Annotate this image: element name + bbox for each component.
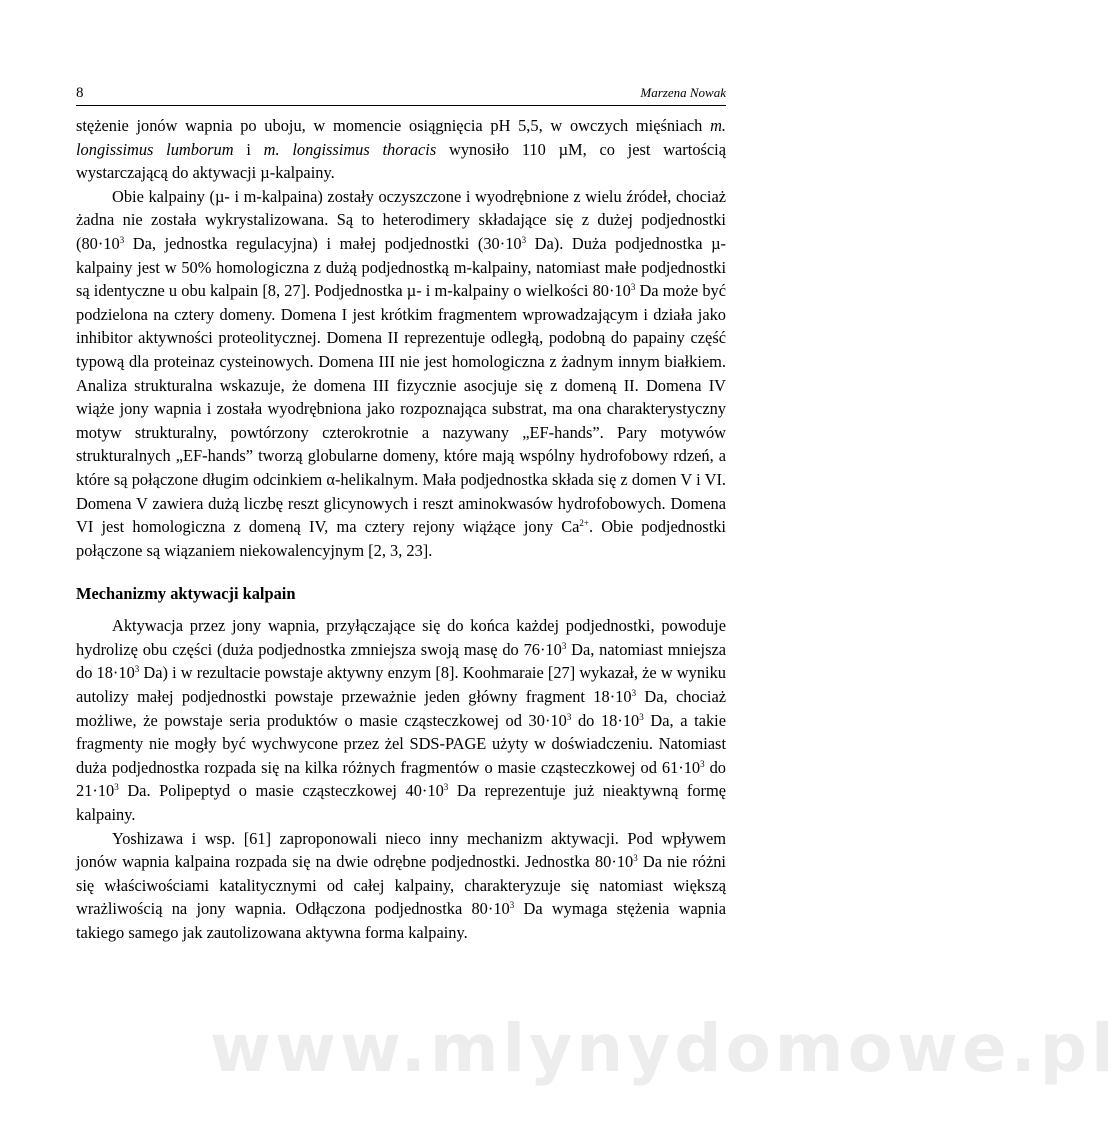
italic-term: m. longissimus thoracis (263, 139, 437, 159)
section-heading: Mechanizmy aktywacji kalpain (76, 584, 296, 604)
paragraph-4: Yoshizawa i wsp. [61] zaproponowali nieco inny mechanizm aktywacji. Pod wpływem jonów wapnia kalpaina rozpada się na dwie odrębne podjednostki. Jednostka $80\cdot 10^3$ Da nie różni się właściwościami katalitycznymi od całej kalpainy, charakteryzuje się natomiast większą wrażliwością na jony wapnia. Odłączona podjednostka $80\cdot 10^3$ Da wymaga stężenia wapnia takiego samego jak zautolizowana aktywna forma kalpainy. (76, 828, 726, 942)
paragraph-3: Aktywacja przez jony wapnia, przyłączające się do końca każdej podjednostki, powoduje hydrolizę obu części (duża podjednostka zmniejsza swoją masę do $76\cdot 10^3$ Da, natomiast mniejsza do $18\cdot 10^3$ Da) i w rezultacie powstaje aktywny enzym [8]. Koohmaraie [27] wykazał, że w wyniku autolizy małej podjednostki powstaje przeważnie jeden główny fragment $18\cdot 10^3$ Da, chociaż możliwe, że powstaje seria produktów o masie cząsteczkowej od $30\cdot 10^3$ do $18\cdot 10^3$ Da, a takie fragmenty nie mogły być wychwycone przez żel SDS-PAGE użyty w doświadczeniu. Natomiast duża podjednostka rozpada się na kilka różnych fragmentów o masie cząsteczkowej od $61\cdot 10^3$ do $21\cdot 10^3$ Da. Polipeptyd o masie cząsteczkowej $40\cdot 10^3$ Da reprezentuje już nieaktywną formę kalpainy. (76, 616, 727, 825)
running-header (76, 84, 726, 106)
paragraph-2: Obie kalpainy (µ- i m-kalpaina) zostały oczyszczone i wyodrębnione z wielu źródeł, chociaż żadna nie została wykrystalizowana. Są to heterodimery składające się z dużej podjednostki ($80\cdot 10^3$ Da, jednostka regulacyjna) i małej podjednostki ($30\cdot 10^3$ Da). Duża podjednostka µ-kalpainy jest w 50% homologiczna z dużą podjednostką m-kalpainy, natomiast małe podjednostki są identyczne u obu kalpain [8, 27]. Podjednostka µ- i m-kalpainy o wielkości $80\cdot 10^3$ Da może być podzielona na cztery domeny. Domena I jest krótkim fragmentem wprowadzającym i działa jako inhibitor aktywności proteolitycznej. Domena II reprezentuje odległą, podobną do papainy część typową dla proteinaz cysteinowych. Domena III nie jest homologiczna z żadnym innym białkiem. Analiza strukturalna wskazuje, że domena III fizycznie asocjuje się z domeną II. Domena IV wiąże jony wapnia i została wyodrębniona jako rozpoznająca substrat, ma ona charakterystyczny motyw strukturalny, powtórzony czterokrotnie a nazywany „EF-hands”. Pary motywów strukturalnych „EF-hands” tworzą globularne domeny, które mają wspólny hydrofobowy rdzeń, a które są połączone długim odcinkiem α-helikalnym. Mała podjednostka składa się z domen V i VI. Domena V zawiera dużą liczbę reszt glicynowych i reszt aminokwasów hydrofobowych. Domena VI jest homologiczna z domeną IV, ma cztery rejony wiążące jony $Ca^{2+}$. Obie podjednostki połączone są wiązaniem niekowalencyjnym [2, 3, 23]. (76, 186, 726, 560)
document-page (76, 84, 726, 945)
watermark: www.mlynydomowe.pl (210, 1010, 1118, 1087)
page-number: 8 (76, 85, 84, 101)
paragraph-1: stężenie jonów wapnia po uboju, w momencie osiągnięcia pH 5,5, w owczych mięśniach m. longissimus lumborum i m. longissimus thoracis wynosiło 110 µM, co jest wartością wystarczającą do aktywacji µ-kalpainy. (76, 116, 726, 183)
author-name: Marzena Nowak (640, 85, 726, 100)
italic-term: m. longissimus lumborum (76, 116, 726, 159)
